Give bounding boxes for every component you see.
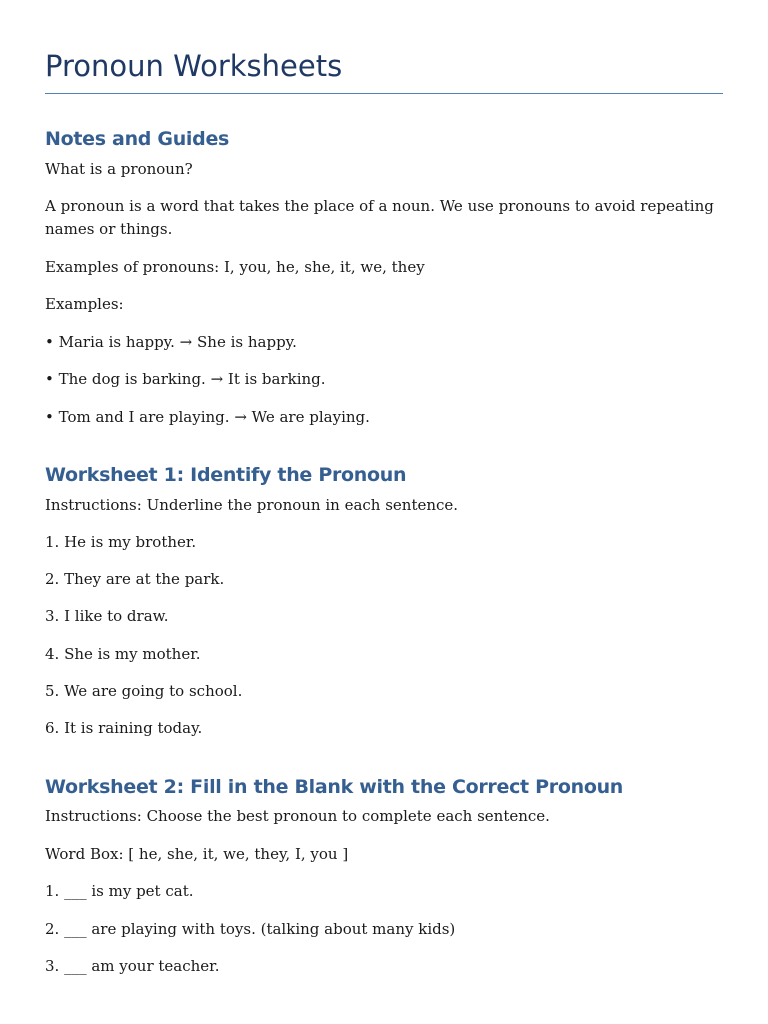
worksheet1-item: 4. She is my mother. bbox=[45, 645, 201, 663]
notes-question: What is a pronoun? bbox=[45, 160, 193, 178]
worksheet1-item: 1. He is my brother. bbox=[45, 533, 197, 551]
worksheet1-item: 2. They are at the park. bbox=[45, 570, 225, 588]
worksheet1-item: 5. We are going to school. bbox=[45, 682, 243, 700]
worksheet2-item: 1. ___ is my pet cat. bbox=[45, 882, 194, 900]
document-title: Pronoun Worksheets bbox=[45, 49, 343, 83]
worksheet2-instructions: Instructions: Choose the best pronoun to complete each sentence. bbox=[45, 807, 550, 825]
worksheet2-heading: Worksheet 2: Fill in the Blank with the Correct Pronoun bbox=[45, 776, 624, 798]
notes-example-bullet: • The dog is barking. → It is barking. bbox=[45, 370, 326, 388]
notes-examples-label: Examples: bbox=[45, 295, 124, 313]
notes-definition: A pronoun is a word that takes the place of a noun. We use pronouns to avoid repeating names or things. bbox=[45, 197, 714, 238]
worksheet1-item: 6. It is raining today. bbox=[45, 719, 203, 737]
title-divider bbox=[45, 93, 723, 94]
worksheet1-instructions: Instructions: Underline the pronoun in each sentence. bbox=[45, 496, 459, 514]
worksheet2-item: 3. ___ am your teacher. bbox=[45, 957, 220, 975]
worksheet2-word-box: Word Box: [ he, she, it, we, they, I, you ] bbox=[45, 845, 349, 863]
notes-example-bullet: • Maria is happy. → She is happy. bbox=[45, 333, 297, 351]
worksheet1-item: 3. I like to draw. bbox=[45, 607, 169, 625]
worksheet1-heading: Worksheet 1: Identify the Pronoun bbox=[45, 464, 407, 486]
notes-example-bullet: • Tom and I are playing. → We are playing. bbox=[45, 408, 370, 426]
notes-heading: Notes and Guides bbox=[45, 128, 230, 150]
notes-examples-line: Examples of pronouns: I, you, he, she, it, we, they bbox=[45, 258, 425, 276]
worksheet2-item: 2. ___ are playing with toys. (talking about many kids) bbox=[45, 920, 456, 938]
